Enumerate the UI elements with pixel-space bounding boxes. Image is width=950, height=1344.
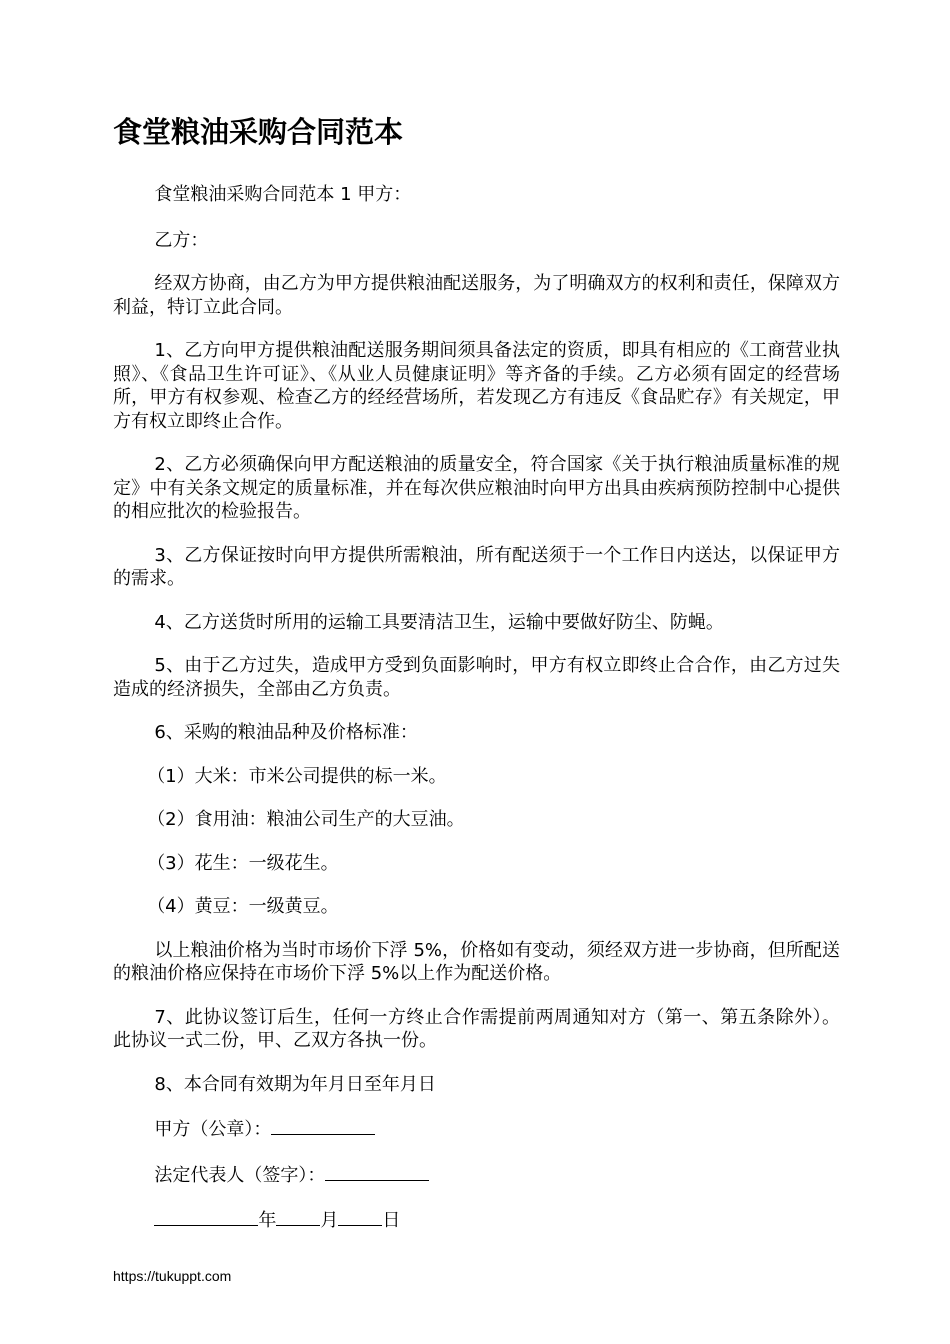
paragraph-clause-4: 4、乙方送货时所用的运输工具要清洁卫生，运输中要做好防尘、防蝇。	[154, 611, 724, 633]
document-body	[113, 183, 840, 1253]
footer-url: https://tukuppt.com	[113, 1268, 232, 1284]
paragraph-clause-1: 1、乙方向甲方提供粮油配送服务期间须具备法定的资质，即具有相应的《工商营业执照》、《食品卫生许可证》、《从业人员健康证明》等齐备的手续。乙方必须有固定的经营场所，甲方有权参观、检查乙方的经经营场所，若发现乙方有违反《食品贮存》有关规定，甲方有权立即终止合作。	[113, 340, 840, 432]
paragraph-party-b: 乙方：	[154, 229, 209, 251]
paragraph-item-oil: （2）食用油：粮油公司生产的大豆油。	[147, 809, 465, 830]
paragraph-item-soybean: （4）黄豆：一级黄豆。	[147, 896, 339, 917]
signature-party-a	[113, 1116, 840, 1142]
signature-date	[113, 1207, 840, 1233]
paragraph-heading-party-a: 食堂粮油采购合同范本 1 甲方：	[154, 184, 412, 205]
signature-legal-rep	[113, 1162, 840, 1188]
legal-rep-blank[interactable]	[325, 1162, 429, 1181]
paragraph-clause-3: 3、乙方保证按时向甲方提供所需粮油，所有配送须于一个工作日内送达，以保证甲方的需求。	[113, 544, 840, 589]
legal-rep-label: 法定代表人（签字）：	[154, 1164, 326, 1186]
paragraph-clause-7: 7、此协议签订后生，任何一方终止合作需提前两周通知对方（第一、第五条除外）。此协议一式二份，甲、乙双方各执一份。	[113, 1006, 840, 1051]
paragraph-clause-6: 6、采购的粮油品种及价格标准：	[154, 722, 418, 743]
paragraph-clause-5: 5、由于乙方过失，造成甲方受到负面影响时，甲方有权立即终止合合作，由乙方过失造成的经济损失，全部由乙方负责。	[113, 655, 840, 700]
day-blank[interactable]	[338, 1207, 382, 1226]
year-blank[interactable]	[154, 1207, 258, 1226]
document-title: 食堂粮油采购合同范本	[113, 115, 404, 149]
month-label: 月	[320, 1210, 339, 1231]
day-label: 日	[382, 1210, 401, 1231]
paragraph-price-note: 以上粮油价格为当时市场价下浮 5%，价格如有变动，须经双方进一步协商，但所配送的粮油价格应保持在市场价下浮 5%以上作为配送价格。	[113, 939, 840, 984]
paragraph-item-rice: （1）大米：市米公司提供的标一米。	[147, 765, 447, 787]
year-label: 年	[258, 1210, 277, 1231]
party-a-blank[interactable]	[271, 1116, 375, 1135]
paragraph-item-peanut: （3）花生：一级花生。	[147, 852, 339, 874]
party-a-label: 甲方（公章）：	[154, 1119, 272, 1140]
paragraph-clause-2: 2、乙方必须确保向甲方配送粮油的质量安全，符合国家《关于执行粮油质量标准的规定》中有关条文规定的质量标准，并在每次供应粮油时向甲方出具由疾病预防控制中心提供的相应批次的检验报告。	[113, 454, 840, 522]
paragraph-intro: 经双方协商，由乙方为甲方提供粮油配送服务，为了明确双方的权利和责任，保障双方利益，特订立此合同。	[113, 273, 840, 318]
paragraph-clause-8: 8、本合同有效期为年月日至年月日	[154, 1073, 436, 1095]
month-blank[interactable]	[276, 1207, 320, 1226]
